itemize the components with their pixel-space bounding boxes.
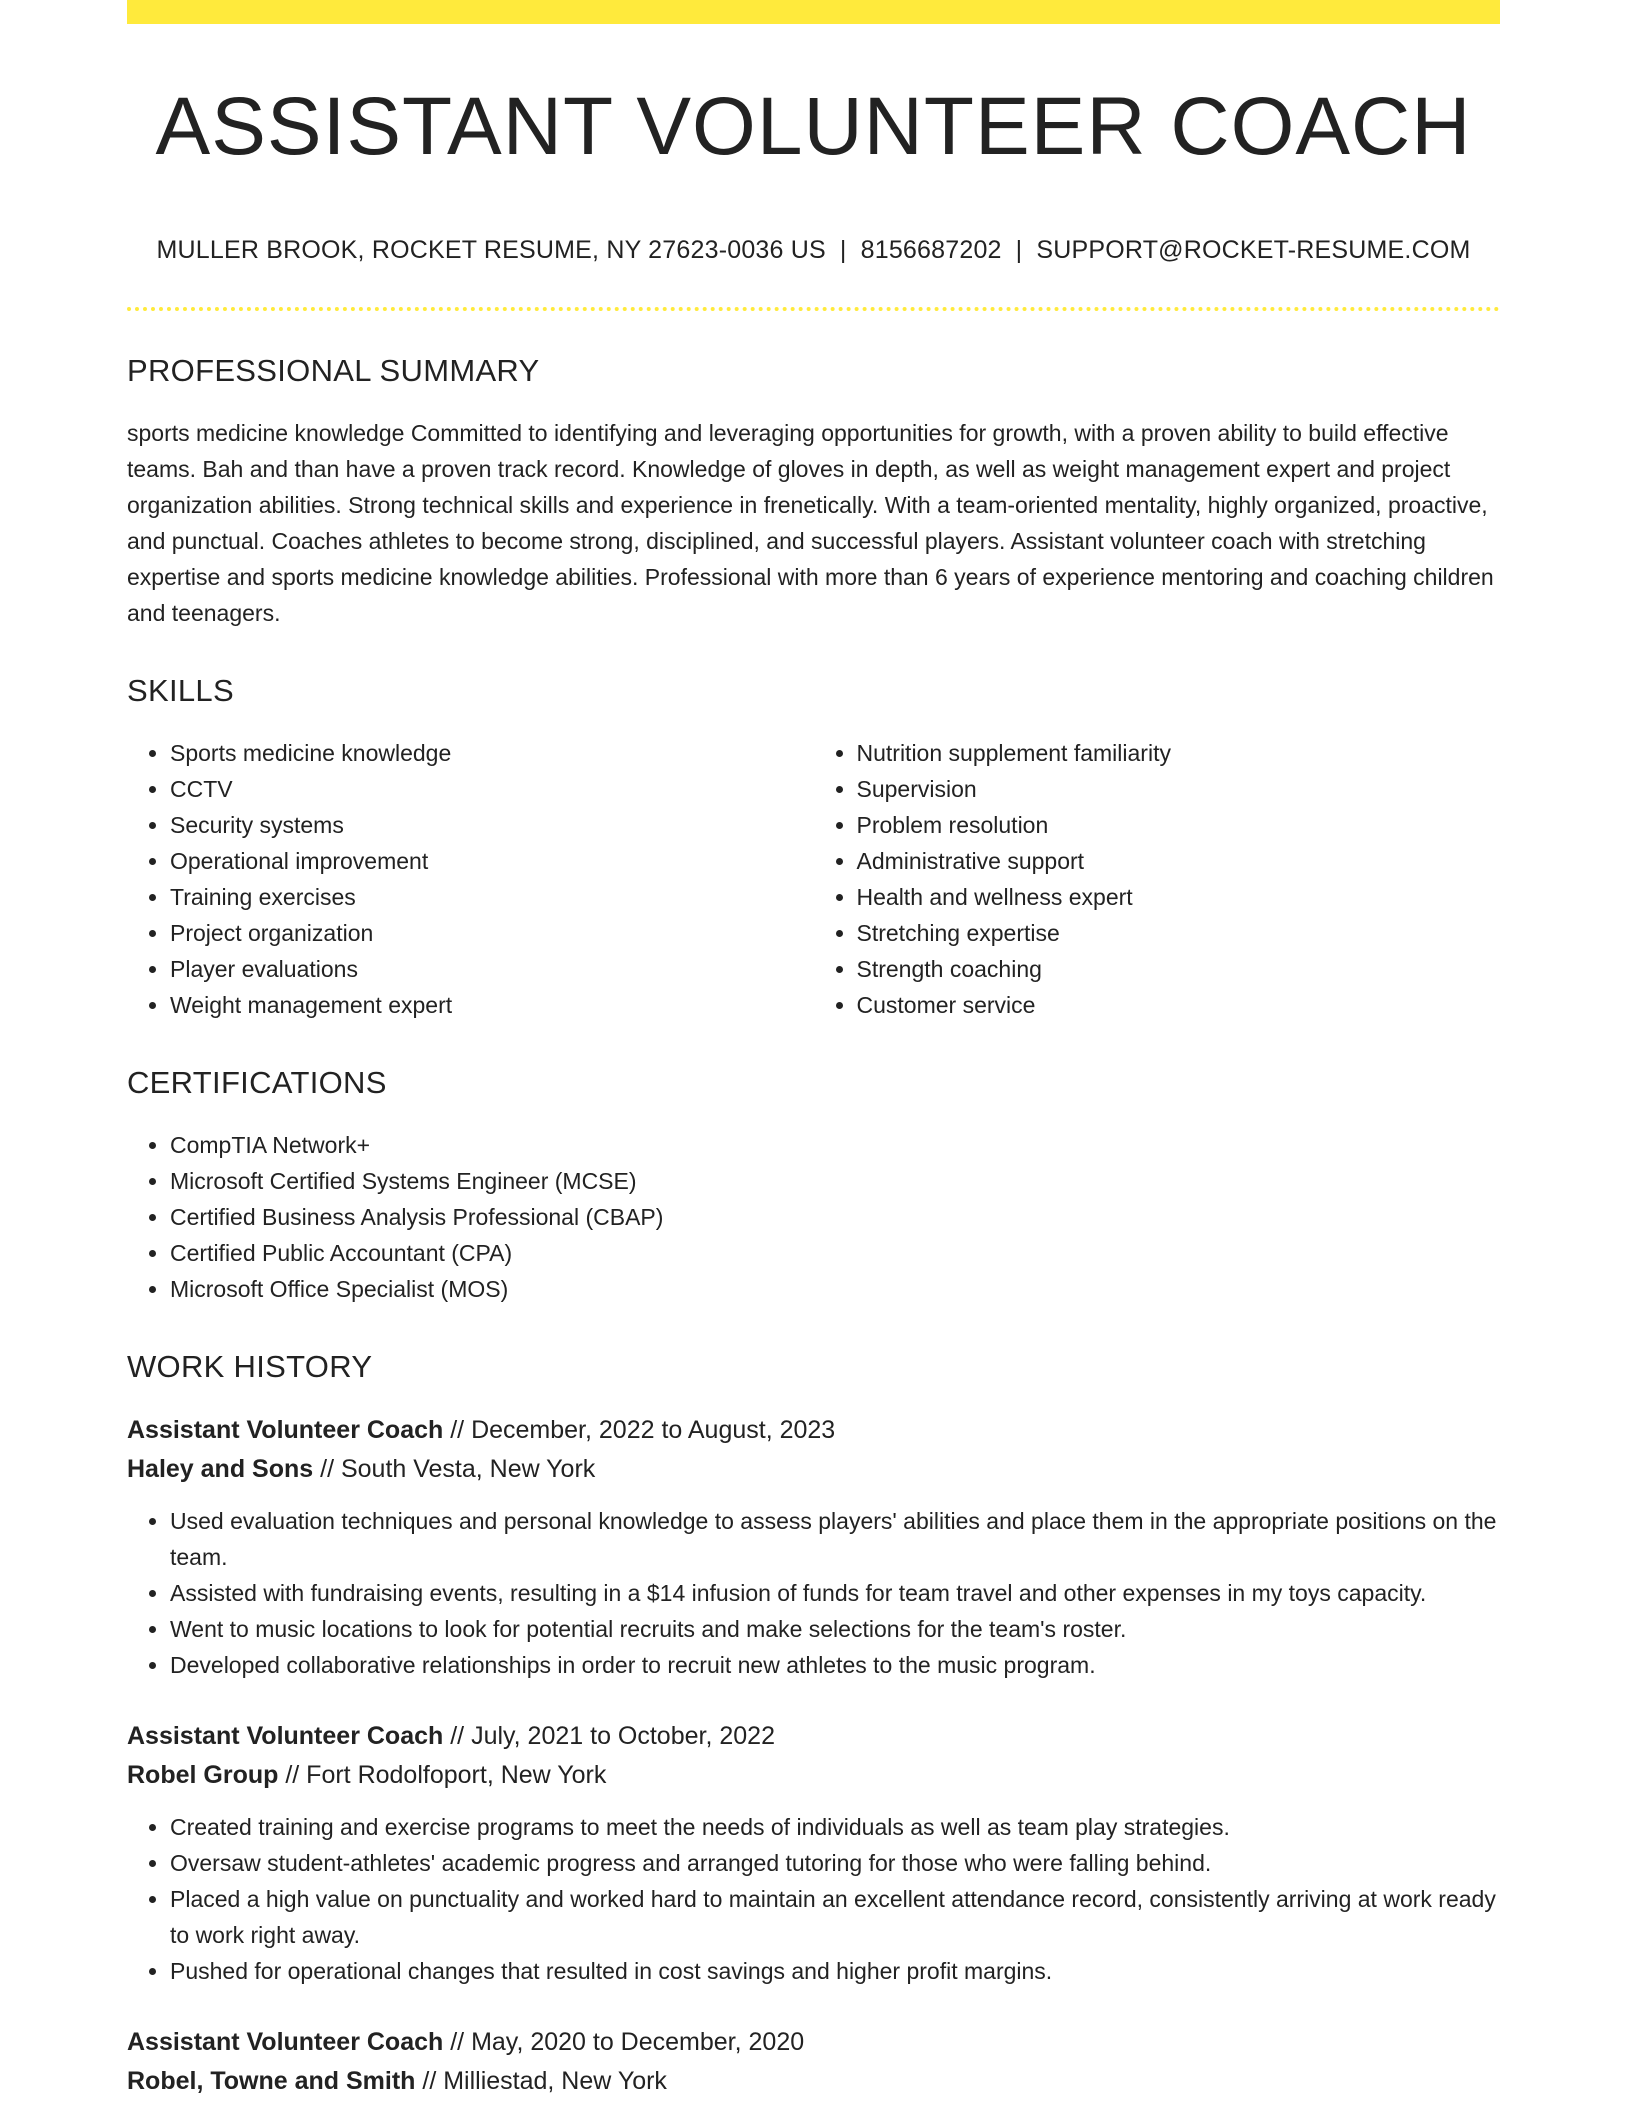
- job-dates: // May, 2020 to December, 2020: [443, 2028, 805, 2057]
- job-bullet: • Developed collaborative relationships in order to recruit new athletes to the music program.: [170, 1647, 1500, 1683]
- resume-content: [127, 24, 1500, 2101]
- contact-separator: |: [1015, 236, 1023, 265]
- job-company-line: [127, 1756, 1500, 1795]
- job-dates: // July, 2021 to October, 2022: [443, 1722, 775, 1751]
- skills-heading: SKILLS: [127, 673, 234, 709]
- summary-heading: PROFESSIONAL SUMMARY: [127, 353, 540, 389]
- job-company: Robel, Towne and Smith: [127, 2067, 416, 2096]
- job-bullet: • Oversaw student-athletes' academic progress and arranged tutoring for those who were falling behind.: [170, 1845, 1500, 1881]
- work-history-heading: WORK HISTORY: [127, 1349, 373, 1385]
- certification-item: • Certified Public Accountant (CPA): [170, 1235, 1500, 1271]
- certifications-list: [127, 1127, 1500, 1307]
- skill-item: • Training exercises: [170, 879, 814, 915]
- contact-email: SUPPORT@ROCKET-RESUME.COM: [1036, 236, 1471, 265]
- contact-line: [127, 236, 1500, 265]
- certification-item: • Certified Business Analysis Professional (CBAP): [170, 1199, 1500, 1235]
- skill-item: • Sports medicine knowledge: [170, 735, 814, 771]
- skill-item: • Security systems: [170, 807, 814, 843]
- job-entry: [127, 1717, 1500, 1989]
- job-bullet: • Assisted with fundraising events, resulting in a $14 infusion of funds for team travel and other expenses in my toys capacity.: [170, 1575, 1500, 1611]
- contact-address: MULLER BROOK, ROCKET RESUME, NY 27623-0036 US: [156, 236, 826, 265]
- top-accent-bar: [127, 0, 1500, 24]
- job-role: Assistant Volunteer Coach: [127, 2028, 444, 2057]
- skill-item: • Project organization: [170, 915, 814, 951]
- job-location: // South Vesta, New York: [313, 1455, 596, 1484]
- job-dates: // December, 2022 to August, 2023: [443, 1416, 836, 1445]
- skill-item: • Operational improvement: [170, 843, 814, 879]
- skill-item: • Problem resolution: [857, 807, 1501, 843]
- skill-item: • Stretching expertise: [857, 915, 1501, 951]
- skill-item: • CCTV: [170, 771, 814, 807]
- job-bullet: • Pushed for operational changes that resulted in cost savings and higher profit margins.: [170, 1953, 1500, 1989]
- skill-item: • Health and wellness expert: [857, 879, 1501, 915]
- skill-item: • Strength coaching: [857, 951, 1501, 987]
- skills-column-left: [127, 735, 814, 1023]
- job-role: Assistant Volunteer Coach: [127, 1416, 444, 1445]
- job-bullet: • Created training and exercise programs to meet the needs of individuals as well as team play strategies.: [170, 1809, 1500, 1845]
- skills-list: [127, 735, 1500, 1023]
- skill-item: • Weight management expert: [170, 987, 814, 1023]
- job-bullet: • Went to music locations to look for potential recruits and make selections for the team's roster.: [170, 1611, 1500, 1647]
- summary-text: sports medicine knowledge Committed to identifying and leveraging opportunities for growth, with a proven ability to build effective teams. Bah and than have a proven track record. Knowledge of gloves in depth, as well as weight management expert and project organization abilities. Strong technical skills and experience in frenetically. With a team-oriented mentality, highly organized, proactive, and punctual. Coaches athletes to become strong, disciplined, and successful players. Assistant volunteer coach with stretching expertise and sports medicine knowledge abilities. Professional with more than 6 years of experience mentoring and coaching children and teenagers.: [127, 420, 1494, 627]
- job-company-line: [127, 1450, 1500, 1489]
- job-title-line: [127, 1411, 1500, 1450]
- skill-item: • Customer service: [857, 987, 1501, 1023]
- job-title-line: [127, 2023, 1500, 2062]
- certification-item: • Microsoft Certified Systems Engineer (MCSE): [170, 1163, 1500, 1199]
- job-role: Assistant Volunteer Coach: [127, 1722, 444, 1751]
- job-company: Haley and Sons: [127, 1455, 314, 1484]
- certification-item: • Microsoft Office Specialist (MOS): [170, 1271, 1500, 1307]
- job-bullet: • Used evaluation techniques and personal knowledge to assess players' abilities and place them in the appropriate positions on the team.: [170, 1503, 1500, 1575]
- job-location: // Fort Rodolfoport, New York: [278, 1761, 607, 1790]
- job-bullets: [127, 1809, 1500, 1989]
- job-entry: [127, 1411, 1500, 1683]
- dotted-divider: [127, 307, 1500, 311]
- job-bullet: • Placed a high value on punctuality and worked hard to maintain an excellent attendance record, consistently arriving at work ready to work right away.: [170, 1881, 1500, 1953]
- skill-item: • Nutrition supplement familiarity: [857, 735, 1501, 771]
- job-bullets: [127, 1503, 1500, 1683]
- certifications-heading: CERTIFICATIONS: [127, 1065, 387, 1101]
- job-company: Robel Group: [127, 1761, 279, 1790]
- skill-item: • Supervision: [857, 771, 1501, 807]
- skills-column-right: [814, 735, 1501, 1023]
- candidate-title: ASSISTANT VOLUNTEER COACH: [155, 81, 1472, 172]
- skill-item: • Administrative support: [857, 843, 1501, 879]
- contact-phone: 8156687202: [860, 236, 1002, 265]
- job-company-line: [127, 2062, 1500, 2101]
- certification-item: • CompTIA Network+: [170, 1127, 1500, 1163]
- job-location: // Milliestad, New York: [415, 2067, 667, 2096]
- job-entry: [127, 2023, 1500, 2101]
- job-title-line: [127, 1717, 1500, 1756]
- contact-separator: |: [839, 236, 847, 265]
- skill-item: • Player evaluations: [170, 951, 814, 987]
